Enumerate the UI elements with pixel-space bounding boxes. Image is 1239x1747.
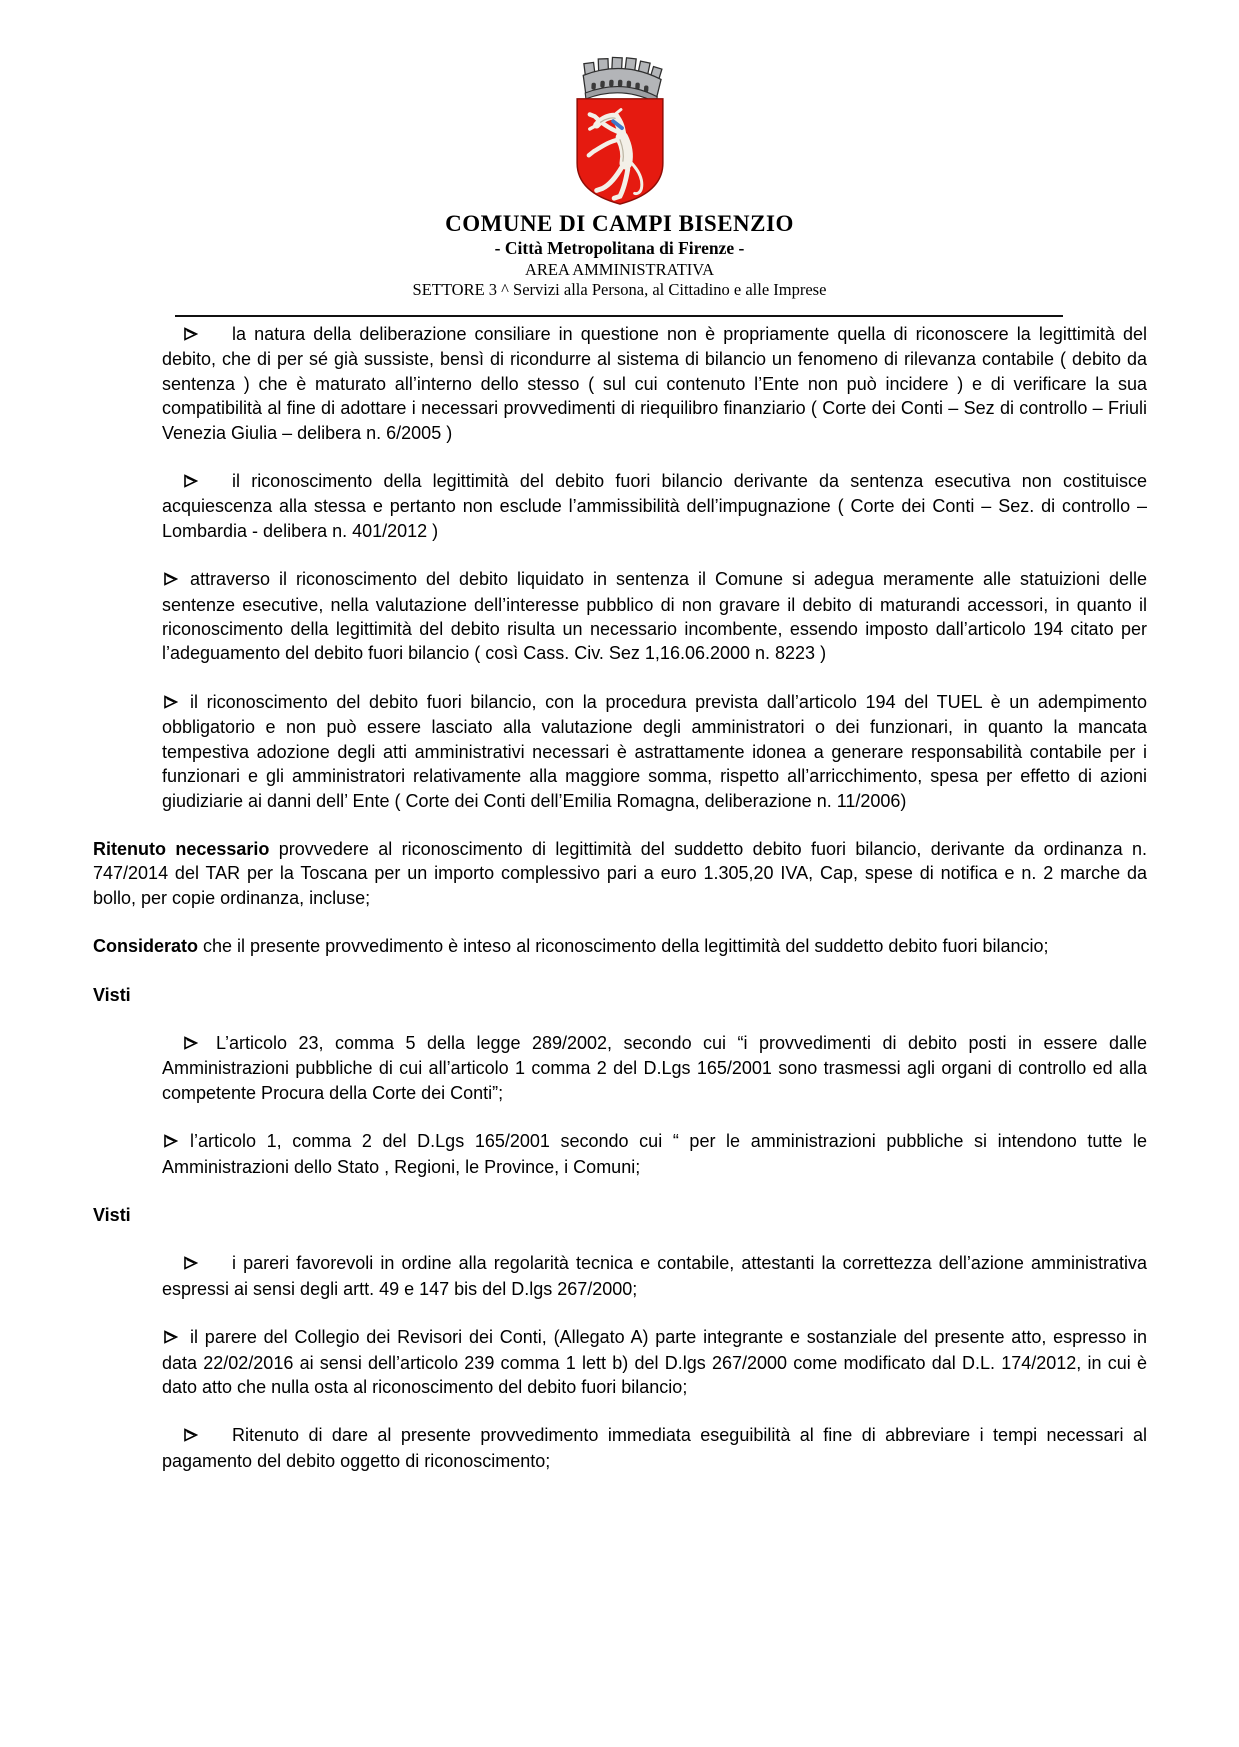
- document-body: [93, 322, 1147, 1473]
- arrowhead-bullet-icon: [164, 1130, 178, 1154]
- arrowhead-bullet-icon: [184, 1424, 198, 1448]
- bullet-item: [162, 1325, 1147, 1399]
- arrowhead-bullet-icon: [184, 323, 198, 347]
- organization-area: AREA AMMINISTRATIVA: [524, 260, 714, 279]
- bullet-item: [162, 1423, 1147, 1473]
- bullet-item: [162, 1031, 1147, 1105]
- arrowhead-bullet-icon: [164, 691, 178, 715]
- bullet-item: [162, 690, 1147, 813]
- paragraph: [93, 934, 1147, 958]
- organization-sector: SETTORE 3 ^ Servizi alla Persona, al Cittadino e alle Imprese: [412, 280, 827, 299]
- bullet-text: i pareri favorevoli in ordine alla regolarità tecnica e contabile, attestanti la correttezza dell’azione amministrativa espressi ai sensi degli artt. 49 e 147 bis del D.lgs 267/2000;: [162, 1253, 1147, 1299]
- section-heading: Visti: [93, 984, 131, 1005]
- organization-subtitle: - Città Metropolitana di Firenze -: [494, 238, 745, 258]
- paragraph-lead: Ritenuto necessario: [93, 838, 270, 859]
- arrowhead-bullet-icon: [164, 1326, 178, 1350]
- bullet-text: il riconoscimento del debito fuori bilancio, con la procedura prevista dall’articolo 194 del TUEL è un adempimento obbligatorio e non può essere lasciato alla valutazione degli amministratori o dei funzionari, in quanto la mancata tempestiva adozione degli atti amministrativi necessari è astrattamente idonea a generare responsabilità contabile per i funzionari e gli amministratori relativamente alla maggiore somma, rispetto all’arricchimento, spesa per effetto di azioni giudiziarie ai danni dell’ Ente ( Corte dei Conti dell’Emilia Romagna, deliberazione n. 11/2006): [162, 691, 1147, 811]
- paragraph: [93, 837, 1147, 910]
- paragraph-text: provvedere al riconoscimento di legittimità del suddetto debito fuori bilancio, derivante da ordinanza n. 747/2014 del TAR per la Toscana per un importo complessivo pari a euro 1.305,20 IVA, Cap, spese di notifica e n. 2 marche da bollo, per copie ordinanza, incluse;: [93, 838, 1148, 908]
- arrowhead-bullet-icon: [184, 1032, 198, 1056]
- header-rule: [175, 315, 1063, 317]
- bullet-item: [162, 1129, 1147, 1179]
- bullet-item: [162, 322, 1147, 445]
- bullet-text: Ritenuto di dare al presente provvedimento immediata eseguibilità al fine di abbreviare i tempi necessari al pagamento del debito oggetto di riconoscimento;: [162, 1425, 1147, 1471]
- arrowhead-bullet-icon: [184, 470, 198, 494]
- arrowhead-bullet-icon: [184, 1252, 198, 1276]
- bullet-text: L’articolo 23, comma 5 della legge 289/2002, secondo cui “i provvedimenti di debito posti in essere dalle Amministrazioni pubbliche di cui all’articolo 1 comma 2 del D.Lgs 165/2001 sono trasmessi agli organi di controllo ed alla competente Procura della Corte dei Conti”;: [162, 1032, 1147, 1103]
- bullet-text: l’articolo 1, comma 2 del D.Lgs 165/2001 secondo cui “ per le amministrazioni pubbliche si intendono tutte le Amministrazioni dello Stato , Regioni, le Province, i Comuni;: [162, 1131, 1147, 1177]
- crest-svg: [559, 54, 681, 206]
- bullet-item: [162, 469, 1147, 543]
- bullet-item: [162, 1251, 1147, 1301]
- paragraph-lead: Considerato: [93, 936, 199, 957]
- letterhead: [0, 0, 1239, 300]
- organization-name: COMUNE DI CAMPI BISENZIO: [445, 211, 794, 236]
- paragraph-text: che il presente provvedimento è inteso al riconoscimento della legittimità del suddetto debito fuori bilancio;: [198, 936, 1049, 957]
- arrowhead-bullet-icon: [164, 568, 178, 592]
- bullet-text: attraverso il riconoscimento del debito liquidato in sentenza il Comune si adegua meramente alle statuizioni delle sentenze esecutive, nella valutazione dell’interesse pubblico di non gravare il debito di maturandi accessori, in quanto il riconoscimento della legittimità del debito risulta un necessario incombente, essendo imposto dall’articolo 194 citato per l’adeguamento del debito fuori bilancio ( così Cass. Civ. Sez 1,16.06.2000 n. 8223 ): [162, 569, 1147, 664]
- bullet-text: il parere del Collegio dei Revisori dei Conti, (Allegato A) parte integrante e sostanziale del presente atto, espresso in data 22/02/2016 ai sensi dell’articolo 239 comma 1 lett b) del D.lgs 267/2000 come modificato dal D.L. 174/2012, in cui è dato atto che nulla osta al riconoscimento del debito fuori bilancio;: [162, 1327, 1147, 1397]
- section-heading: Visti: [93, 1204, 131, 1225]
- mural-crown-icon: [582, 56, 662, 103]
- bullet-text: la natura della deliberazione consiliare in questione non è propriamente quella di riconoscere la legittimità del debito, che di per sé già sussiste, bensì di ricondurre al sistema di bilancio un fenomeno di rilevanza contabile ( debito da sentenza ) che è maturato all’interno dello stesso ( sul cui contenuto l’Ente non può incidere ) e di verificare la sua compatibilità al fine di adottare i necessari provvedimenti di riequilibro finanziario ( Corte dei Conti – Sez di controllo – Friuli Venezia Giulia – delibera n. 6/2005 ): [162, 324, 1147, 443]
- bullet-item: [162, 567, 1147, 666]
- municipal-coat-of-arms-icon: [559, 54, 681, 206]
- bullet-text: il riconoscimento della legittimità del debito fuori bilancio derivante da sentenza esecutiva non costituisce acquiescenza alla stessa e pertanto non esclude l’ammissibilità dell’impugnazione ( Corte dei Conti – Sez. di controllo – Lombardia - delibera n. 401/2012 ): [162, 471, 1147, 541]
